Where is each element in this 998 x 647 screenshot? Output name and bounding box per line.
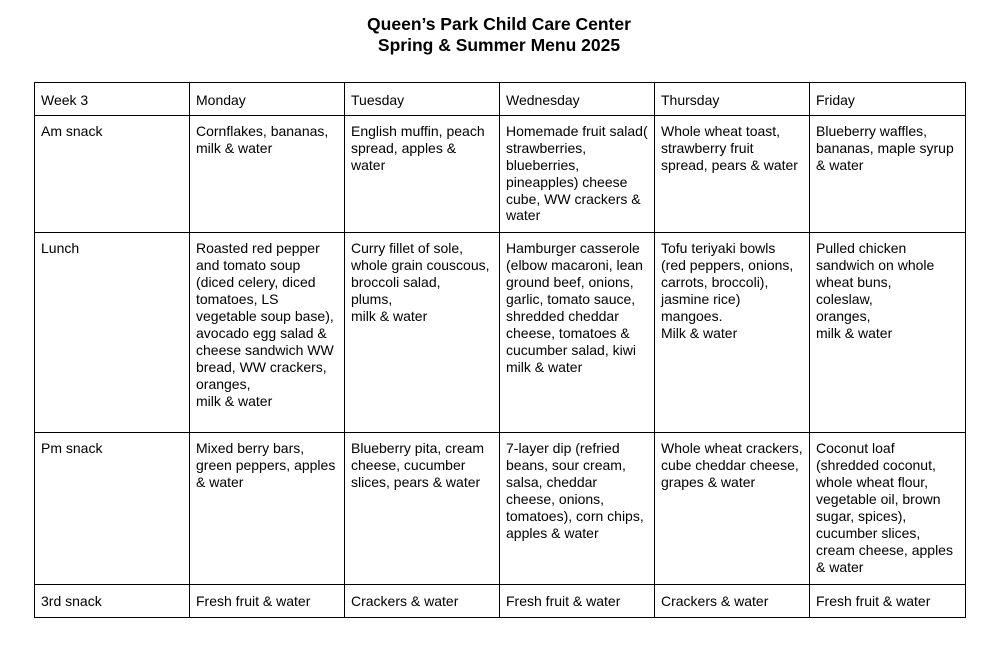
cell-pm-snack-monday: Mixed berry bars, green peppers, apples & water xyxy=(190,433,345,584)
cell-lunch-friday: Pulled chicken sandwich on whole wheat buns, coleslaw, oranges, milk & water xyxy=(810,233,966,433)
table-header-row xyxy=(35,83,966,116)
header-monday: Monday xyxy=(190,83,345,116)
menu-table xyxy=(34,82,966,618)
cell-pm-snack-thursday: Whole wheat crackers, cube cheddar cheese, grapes & water xyxy=(655,433,810,584)
title-center-name: Queen’s Park Child Care Center xyxy=(367,14,631,34)
cell-am-snack-friday: Blueberry waffles, bananas, maple syrup & water xyxy=(810,115,966,232)
cell-3rd-snack-friday: Fresh fruit & water xyxy=(810,584,966,617)
cell-3rd-snack-wednesday: Fresh fruit & water xyxy=(500,584,655,617)
table-row-3rd-snack xyxy=(35,584,966,617)
cell-3rd-snack-tuesday: Crackers & water xyxy=(345,584,500,617)
header-wednesday: Wednesday xyxy=(500,83,655,116)
cell-lunch-tuesday: Curry fillet of sole, whole grain couscous, broccoli salad, plums, milk & water xyxy=(345,233,500,433)
cell-am-snack-thursday: Whole wheat toast, strawberry fruit spread, pears & water xyxy=(655,115,810,232)
menu-title xyxy=(0,14,998,56)
header-week-label: Week 3 xyxy=(35,83,190,116)
row-label-3rd-snack: 3rd snack xyxy=(35,584,190,617)
title-menu-season: Spring & Summer Menu 2025 xyxy=(377,35,621,55)
row-label-pm-snack: Pm snack xyxy=(35,433,190,584)
cell-3rd-snack-monday: Fresh fruit & water xyxy=(190,584,345,617)
cell-lunch-thursday: Tofu teriyaki bowls (red peppers, onions, carrots, broccoli), jasmine rice) mangoes. Milk & water xyxy=(655,233,810,433)
cell-pm-snack-wednesday: 7-layer dip (refried beans, sour cream, salsa, cheddar cheese, onions, tomatoes), corn chips, apples & water xyxy=(500,433,655,584)
header-tuesday: Tuesday xyxy=(345,83,500,116)
table-row-pm-snack xyxy=(35,433,966,584)
header-thursday: Thursday xyxy=(655,83,810,116)
table-row-am-snack xyxy=(35,115,966,232)
table-row-lunch xyxy=(35,233,966,433)
cell-lunch-wednesday: Hamburger casserole (elbow macaroni, lean ground beef, onions, garlic, tomato sauce, shredded cheddar cheese, tomatoes & cucumber salad, kiwi milk & water xyxy=(500,233,655,433)
row-label-lunch: Lunch xyxy=(35,233,190,433)
cell-am-snack-monday: Cornflakes, bananas, milk & water xyxy=(190,115,345,232)
header-friday: Friday xyxy=(810,83,966,116)
cell-pm-snack-tuesday: Blueberry pita, cream cheese, cucumber slices, pears & water xyxy=(345,433,500,584)
cell-pm-snack-friday: Coconut loaf (shredded coconut, whole wheat flour, vegetable oil, brown sugar, spices), cucumber slices, cream cheese, apples & water xyxy=(810,433,966,584)
cell-3rd-snack-thursday: Crackers & water xyxy=(655,584,810,617)
row-label-am-snack: Am snack xyxy=(35,115,190,232)
cell-lunch-monday: Roasted red pepper and tomato soup (diced celery, diced tomatoes, LS vegetable soup base), avocado egg salad & cheese sandwich WW bread, WW crackers, oranges, milk & water xyxy=(190,233,345,433)
cell-am-snack-wednesday: Homemade fruit salad( strawberries, blueberries, pineapples) cheese cube, WW crackers & water xyxy=(500,115,655,232)
cell-am-snack-tuesday: English muffin, peach spread, apples & water xyxy=(345,115,500,232)
